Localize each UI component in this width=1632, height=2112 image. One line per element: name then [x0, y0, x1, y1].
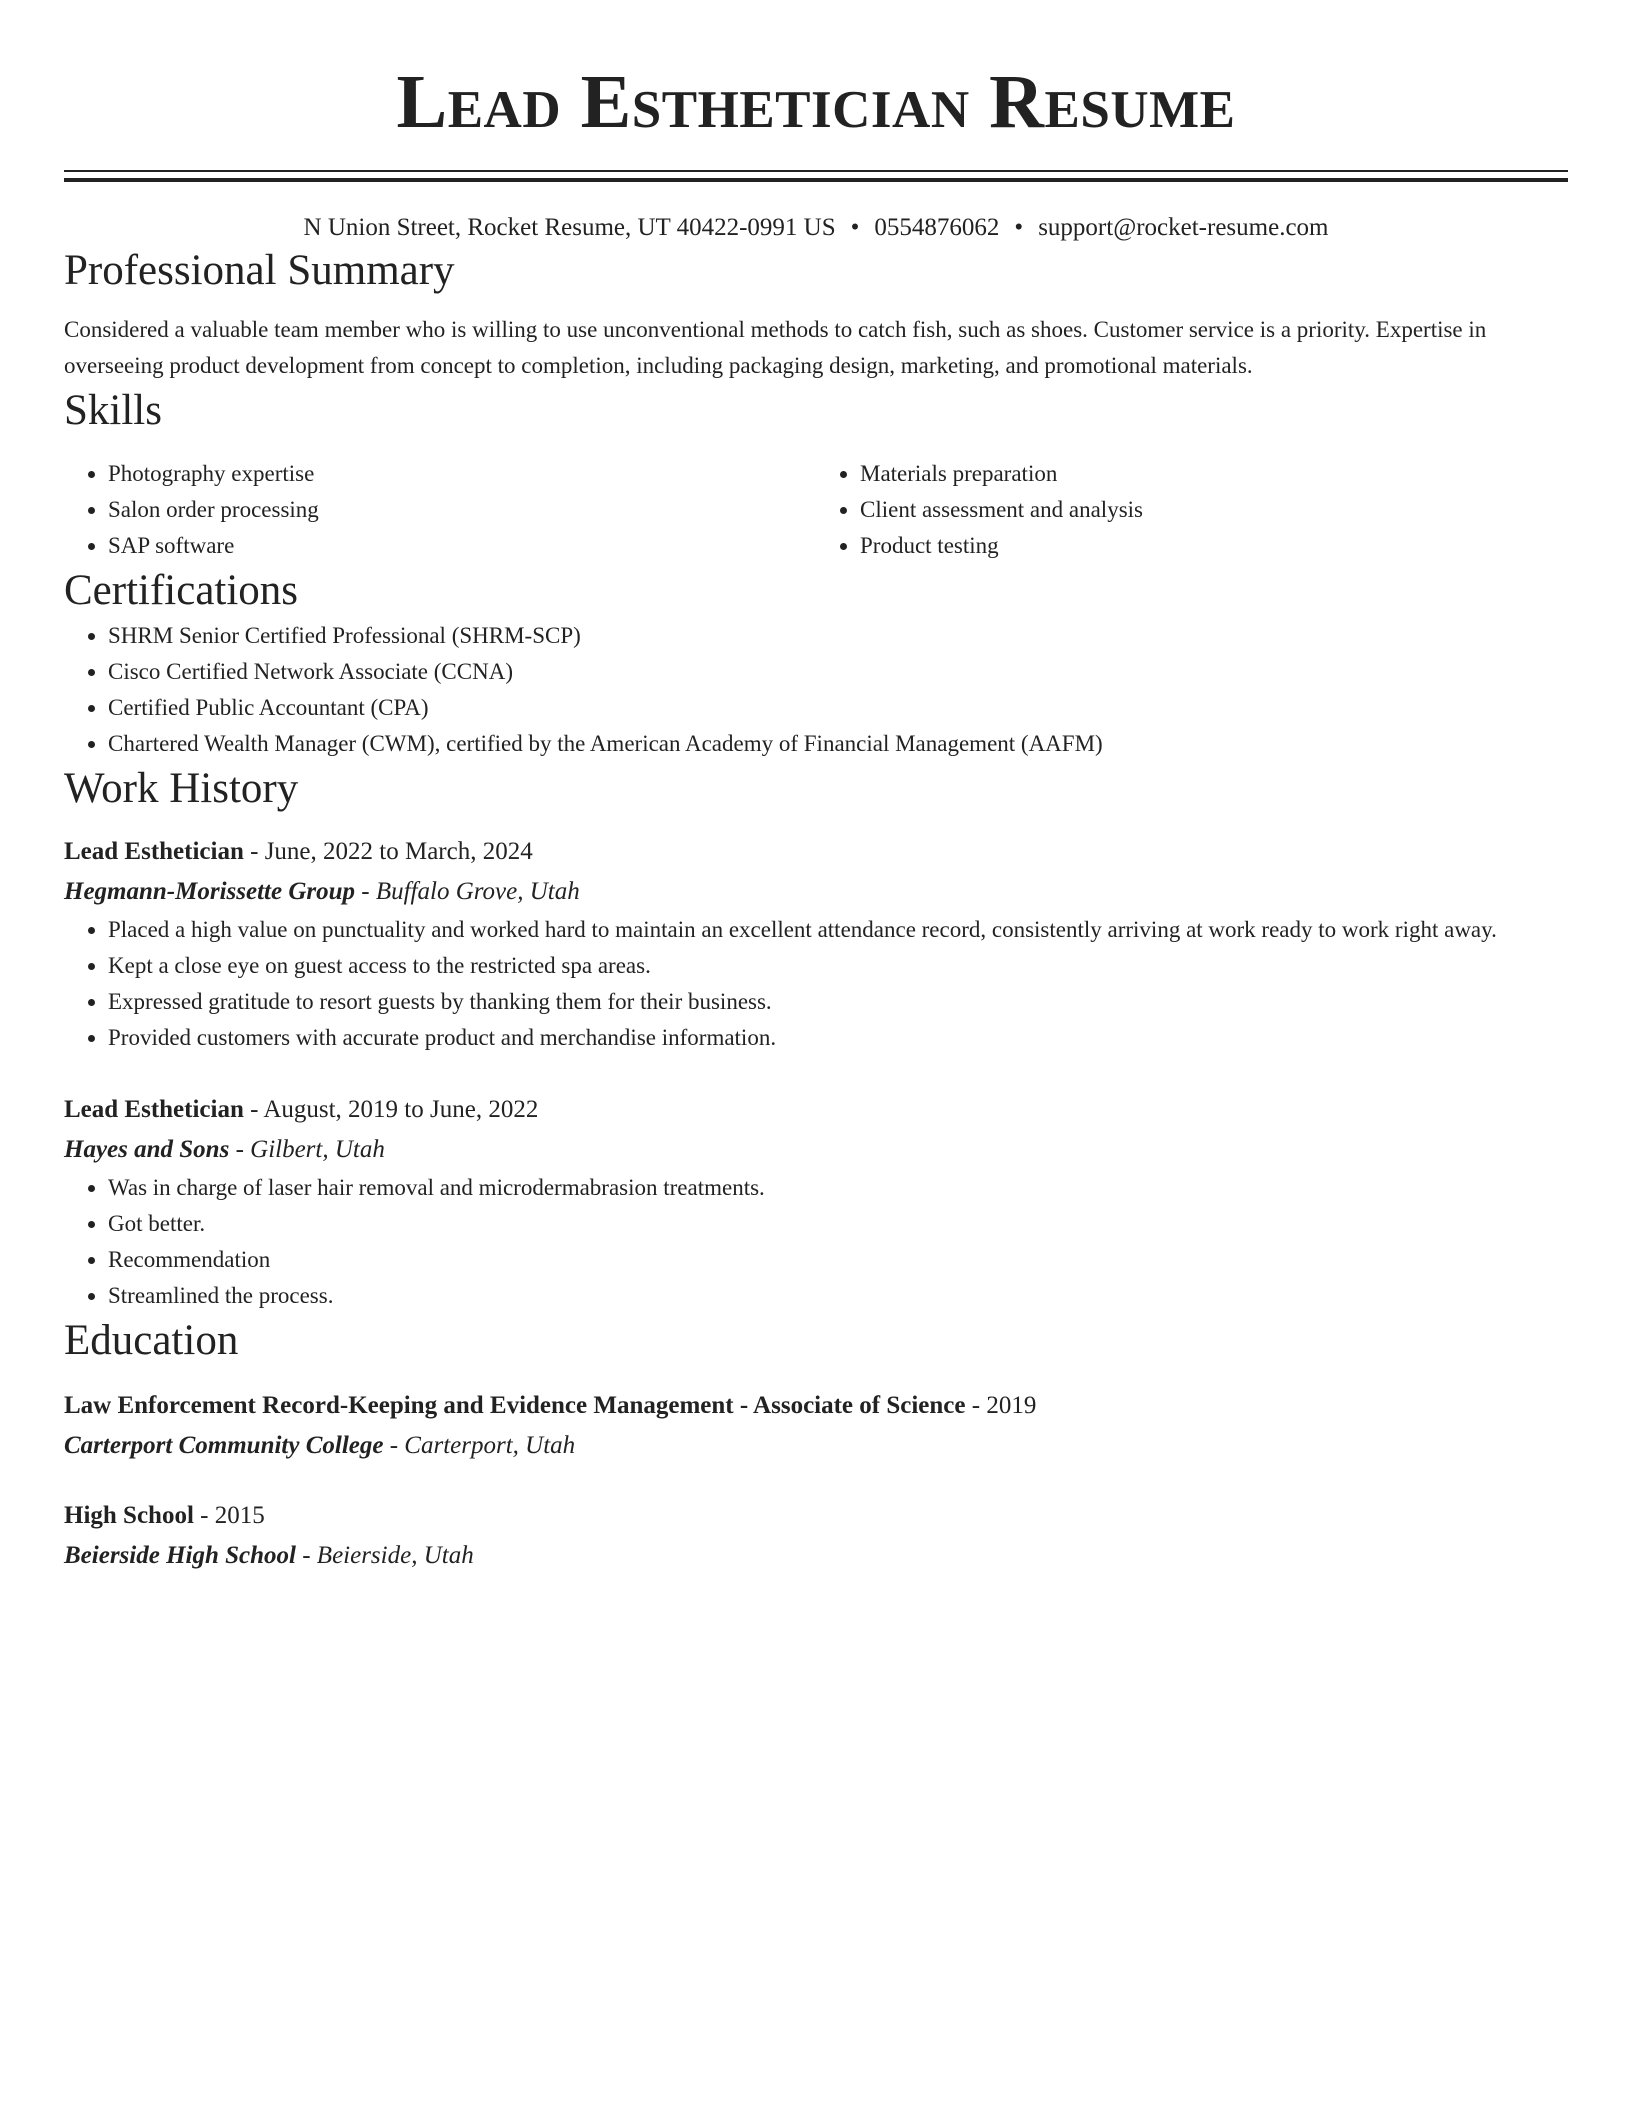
- job-entry: [64, 832, 1568, 1056]
- skill-item: • Materials preparation: [860, 456, 1568, 492]
- summary-text: Considered a valuable team member who is willing to use unconventional methods to catch fish, such as shoes. Customer service is a priority. Expertise in overseeing product development from concept to completion, including packaging design, marketing, and promotional materials.: [64, 317, 1487, 378]
- job-duty-item: • Expressed gratitude to resort guests by thanking them for their business.: [108, 984, 1568, 1020]
- education-degree: Law Enforcement Record-Keeping and Evidence Management - Associate of Science: [64, 1392, 966, 1419]
- job-location: - Gilbert, Utah: [229, 1136, 385, 1163]
- job-duty-item: • Was in charge of laser hair removal and microdermabrasion treatments.: [108, 1170, 1568, 1206]
- job-duty-item: • Recommendation: [108, 1242, 1568, 1278]
- job-header: [64, 1090, 1568, 1130]
- certification-item: • Chartered Wealth Manager (CWM), certified by the American Academy of Financial Management (AAFM): [108, 726, 1568, 762]
- skills-list-left: [64, 456, 816, 564]
- contact-address: N Union Street, Rocket Resume, UT 40422-0991 US: [303, 214, 836, 241]
- job-duty-item: • Provided customers with accurate product and merchandise information.: [108, 1020, 1568, 1056]
- job-employer: [64, 872, 1568, 912]
- certification-item: • Certified Public Accountant (CPA): [108, 690, 1568, 726]
- job-duties-list: [64, 912, 1568, 1056]
- job-header: [64, 832, 1568, 872]
- skill-item: • Client assessment and analysis: [860, 492, 1568, 528]
- education-school: Beierside High School: [64, 1542, 296, 1569]
- education-degree: High School: [64, 1502, 194, 1529]
- job-entry: [64, 1090, 1568, 1314]
- contact-email: support@rocket-resume.com: [1038, 214, 1329, 241]
- education-school-line: [64, 1426, 1568, 1466]
- job-dates: - August, 2019 to June, 2022: [243, 1096, 539, 1123]
- contact-phone: 0554876062: [874, 214, 1000, 241]
- job-duty-item: • Placed a high value on punctuality and worked hard to maintain an excellent attendance record, consistently arriving at work ready to work right away.: [108, 912, 1568, 948]
- work-history-heading: Work History: [64, 765, 299, 812]
- education-school: Carterport Community College: [64, 1432, 384, 1459]
- contact-separator: •: [850, 214, 860, 241]
- certification-item: • SHRM Senior Certified Professional (SHRM-SCP): [108, 618, 1568, 654]
- job-location: - Buffalo Grove, Utah: [355, 878, 580, 905]
- resume-title: Lead Esthetician Resume: [396, 60, 1236, 144]
- skill-item: • Salon order processing: [108, 492, 816, 528]
- certifications-heading: Certifications: [64, 567, 299, 614]
- skill-item: • SAP software: [108, 528, 816, 564]
- certifications-list: [64, 618, 1568, 762]
- education-year: - 2015: [193, 1502, 265, 1529]
- education-header: [64, 1386, 1568, 1426]
- education-location: - Beierside, Utah: [295, 1542, 474, 1569]
- skills-heading: Skills: [64, 387, 162, 434]
- education-header: [64, 1496, 1568, 1536]
- summary-heading: Professional Summary: [64, 247, 455, 294]
- skills-columns: [64, 456, 1568, 564]
- skill-item: • Photography expertise: [108, 456, 816, 492]
- job-duty-item: • Got better.: [108, 1206, 1568, 1242]
- title-divider: [64, 170, 1568, 182]
- education-year: - 2019: [965, 1392, 1037, 1419]
- education-entry: [64, 1496, 1568, 1576]
- skills-list-right: [816, 456, 1568, 564]
- skill-item: • Product testing: [860, 528, 1568, 564]
- contact-separator: •: [1014, 214, 1024, 241]
- job-company: Hayes and Sons: [64, 1136, 230, 1163]
- job-duty-item: • Kept a close eye on guest access to the restricted spa areas.: [108, 948, 1568, 984]
- job-duty-item: • Streamlined the process.: [108, 1278, 1568, 1314]
- job-title: Lead Esthetician: [64, 838, 244, 865]
- education-location: - Carterport, Utah: [383, 1432, 576, 1459]
- job-employer: [64, 1130, 1568, 1170]
- contact-line: [64, 212, 1568, 244]
- job-title: Lead Esthetician: [64, 1096, 244, 1123]
- job-dates: - June, 2022 to March, 2024: [243, 838, 533, 865]
- education-entry: [64, 1386, 1568, 1466]
- education-heading: Education: [64, 1317, 239, 1364]
- certification-item: • Cisco Certified Network Associate (CCNA): [108, 654, 1568, 690]
- job-company: Hegmann-Morissette Group: [64, 878, 356, 905]
- job-duties-list: [64, 1170, 1568, 1314]
- education-school-line: [64, 1536, 1568, 1576]
